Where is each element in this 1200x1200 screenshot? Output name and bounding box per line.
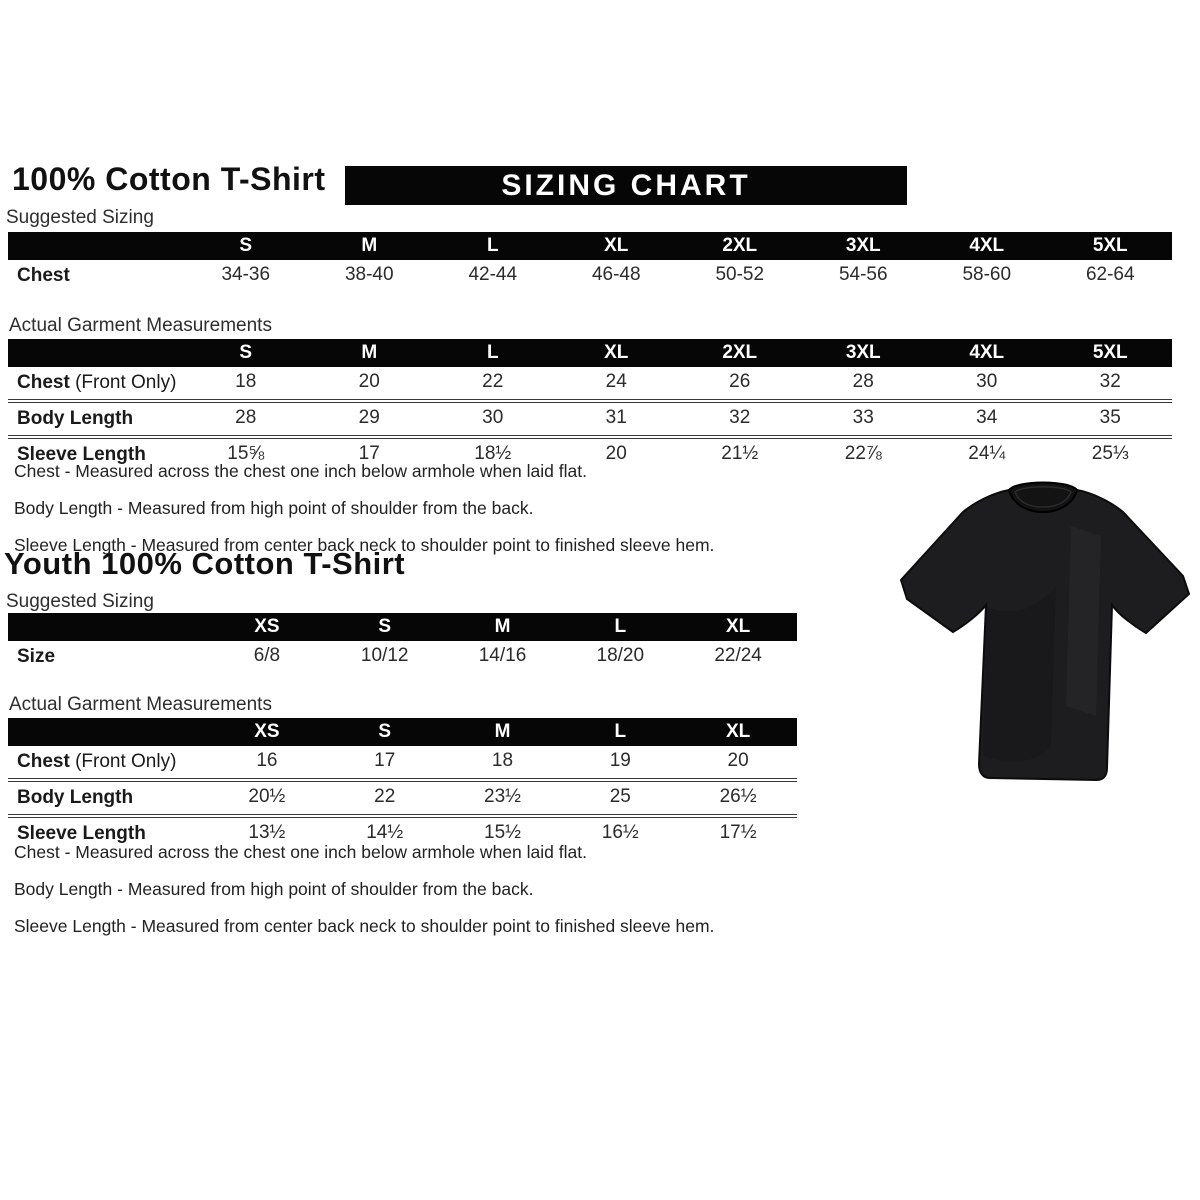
measurement-note-line: Sleeve Length - Measured from center back neck to shoulder point to finished sleeve hem. — [14, 535, 715, 555]
table-row — [8, 641, 797, 673]
size-column-header: M — [308, 339, 432, 367]
size-header-row — [8, 339, 1172, 367]
size-column-header: 2XL — [678, 232, 802, 260]
adult-actual-measurements-label: Actual Garment Measurements — [9, 315, 272, 336]
adult-suggested-sizing-label: Suggested Sizing — [6, 207, 154, 228]
size-header-row — [8, 232, 1172, 260]
measurement-value: 29 — [308, 401, 432, 437]
measurement-value: 25 — [561, 780, 679, 816]
measurement-value: 20 — [555, 437, 679, 471]
size-column-header: 2XL — [678, 339, 802, 367]
youth-suggested-sizing-label: Suggested Sizing — [6, 591, 154, 612]
size-column-header: XL — [555, 339, 679, 367]
measurement-value: 34 — [925, 401, 1049, 437]
measurement-note-line: Chest - Measured across the chest one inch below armhole when laid flat. — [14, 461, 587, 481]
sizing-chart-banner: SIZING CHART — [345, 166, 907, 205]
tshirt-highlight — [1066, 526, 1101, 716]
measurement-value: 20 — [358, 371, 380, 392]
size-header-row — [8, 718, 797, 746]
measurement-value: 23½ — [444, 780, 562, 816]
tshirt-illustration — [891, 466, 1195, 814]
measurement-value: 30 — [431, 401, 555, 437]
measurement-note-line: Body Length - Measured from high point of shoulder from the back. — [14, 498, 534, 518]
size-column-header: S — [326, 718, 444, 746]
measurement-value: 6/8 — [253, 645, 281, 666]
measurement-value: 62-64 — [1085, 264, 1135, 285]
measurement-value: 54-56 — [838, 264, 888, 285]
measurement-value: 21½ — [678, 437, 802, 471]
measurement-value: 14/16 — [478, 645, 527, 666]
adult-title: 100% Cotton T-Shirt — [12, 161, 326, 197]
size-column-header: L — [561, 718, 679, 746]
row-label: Body Length — [8, 401, 184, 437]
measurement-value: 50-52 — [715, 264, 765, 285]
row-label: Chest (Front Only) — [17, 751, 177, 772]
youth-actual-measurements-table — [8, 718, 797, 850]
measurement-value: 32 — [1099, 371, 1121, 392]
table-corner-cell — [8, 232, 184, 260]
measurement-value: 17 — [308, 437, 432, 471]
size-column-header: M — [444, 718, 562, 746]
measurement-value: 19 — [609, 750, 631, 771]
size-column-header: XL — [679, 613, 797, 641]
measurement-value: 18 — [235, 371, 257, 392]
measurement-value: 18 — [491, 750, 514, 771]
measurement-value: 17 — [374, 750, 396, 771]
table-corner-cell — [8, 613, 208, 641]
size-column-header: M — [308, 232, 432, 260]
measurement-value: 26 — [729, 371, 751, 392]
row-label: Sleeve Length — [8, 437, 184, 471]
row-label: Body Length — [8, 780, 208, 816]
measurement-value: 30 — [976, 371, 998, 392]
size-column-header: XL — [555, 232, 679, 260]
measurement-value: 24¼ — [925, 437, 1049, 471]
youth-title: Youth 100% Cotton T-Shirt — [4, 546, 406, 581]
size-column-header: S — [184, 232, 308, 260]
measurement-value: 18½ — [431, 437, 555, 471]
measurement-value: 13½ — [208, 816, 326, 850]
size-column-header: L — [431, 232, 555, 260]
size-column-header: L — [431, 339, 555, 367]
measurement-note-line: Chest - Measured across the chest one inch below armhole when laid flat. — [14, 842, 587, 862]
row-label: Size — [17, 646, 56, 667]
measurement-value: 22⅞ — [802, 437, 926, 471]
size-column-header: 5XL — [1049, 339, 1173, 367]
size-column-header: 4XL — [925, 232, 1049, 260]
measurement-value: 15⅝ — [184, 437, 308, 471]
size-column-header: 5XL — [1049, 232, 1173, 260]
measurement-value: 20½ — [208, 780, 326, 816]
measurement-value: 10/12 — [360, 645, 409, 666]
measurement-value: 35 — [1049, 401, 1173, 437]
measurement-value: 26½ — [679, 780, 797, 816]
table-row — [8, 401, 1172, 437]
measurement-value: 28 — [184, 401, 308, 437]
size-column-header: XS — [208, 718, 326, 746]
table-corner-cell — [8, 339, 184, 367]
measurement-value: 31 — [555, 401, 679, 437]
measurement-value: 25⅓ — [1049, 437, 1173, 471]
measurement-value: 16 — [256, 750, 278, 771]
measurement-note-line: Sleeve Length - Measured from center back neck to shoulder point to finished sleeve hem. — [14, 916, 715, 936]
measurement-value: 20 — [727, 750, 749, 771]
measurement-value: 14½ — [326, 816, 444, 850]
measurement-value: 22 — [482, 371, 504, 392]
size-header-row — [8, 613, 797, 641]
measurement-value: 24 — [605, 371, 627, 392]
measurement-value: 33 — [802, 401, 926, 437]
table-row — [8, 780, 797, 816]
measurement-value: 46-48 — [591, 264, 641, 285]
measurement-value: 32 — [678, 401, 802, 437]
row-label: Chest — [17, 265, 70, 286]
black-tshirt-photo — [891, 466, 1195, 814]
size-column-header: 4XL — [925, 339, 1049, 367]
row-label: Chest (Front Only) — [17, 372, 177, 393]
size-column-header: 3XL — [802, 232, 926, 260]
adult-actual-measurements-table — [8, 339, 1172, 471]
measurement-value: 22 — [326, 780, 444, 816]
measurement-value: 22/24 — [714, 645, 762, 666]
table-row — [8, 746, 797, 780]
table-corner-cell — [8, 718, 208, 746]
measurement-value: 28 — [852, 371, 874, 392]
adult-suggested-sizing-table — [8, 232, 1172, 292]
youth-suggested-sizing-table — [8, 613, 797, 673]
measurement-value: 15½ — [444, 816, 562, 850]
size-column-header: 3XL — [802, 339, 926, 367]
size-column-header: S — [184, 339, 308, 367]
measurement-value: 17½ — [679, 816, 797, 850]
measurement-value: 18/20 — [596, 645, 645, 666]
measurement-value: 42-44 — [468, 264, 518, 285]
size-column-header: XS — [208, 613, 326, 641]
measurement-value: 38-40 — [344, 264, 394, 285]
row-label: Sleeve Length — [8, 816, 208, 850]
youth-measurement-notes — [14, 840, 714, 951]
youth-actual-measurements-label: Actual Garment Measurements — [9, 694, 272, 715]
size-column-header: XL — [679, 718, 797, 746]
tshirt-shading — [983, 586, 1056, 761]
measurement-value: 34-36 — [221, 264, 271, 285]
measurement-value: 16½ — [561, 816, 679, 850]
size-column-header: L — [561, 613, 679, 641]
size-column-header: S — [326, 613, 444, 641]
measurement-value: 58-60 — [962, 264, 1012, 285]
table-row — [8, 367, 1172, 401]
table-row — [8, 260, 1172, 292]
size-column-header: M — [444, 613, 562, 641]
measurement-note-line: Body Length - Measured from high point of shoulder from the back. — [14, 879, 534, 899]
